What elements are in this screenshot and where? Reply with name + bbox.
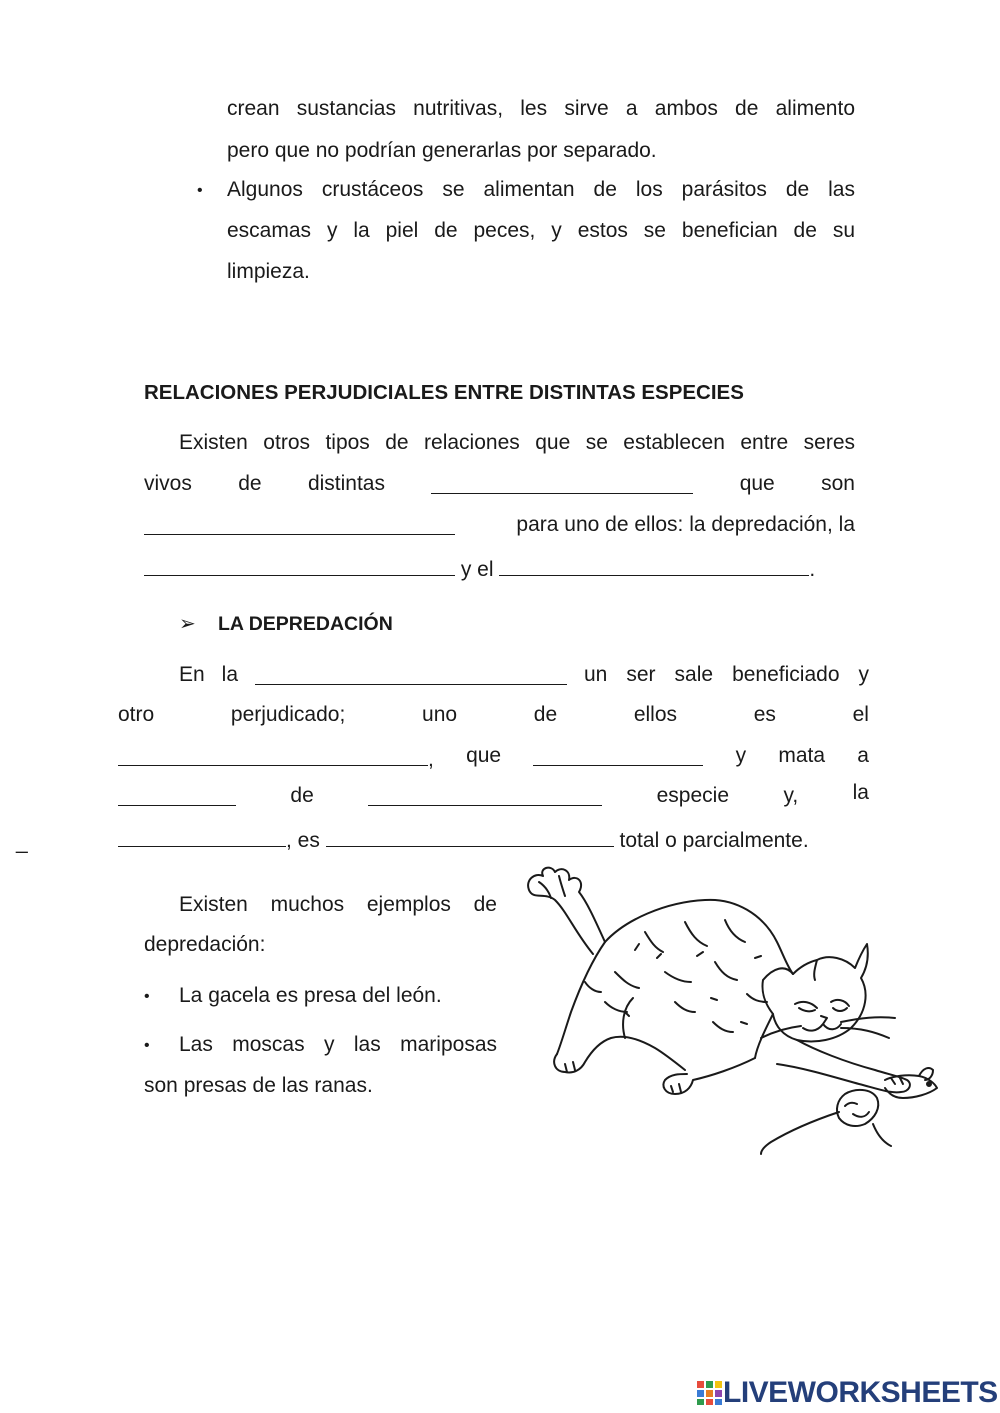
- bullet-icon: •: [144, 1037, 150, 1054]
- word: ellos: [633, 703, 678, 726]
- word: otro: [118, 703, 155, 726]
- section-heading: RELACIONES PERJUDICIALES ENTRE DISTINTAS ESPECIES: [144, 381, 744, 404]
- word: a: [857, 744, 869, 767]
- bullet-icon: •: [197, 182, 203, 199]
- bullet2-line-2: escamas y la piel de peces, y estos se benefician de su: [227, 219, 855, 242]
- blank-otro-input[interactable]: [118, 783, 236, 806]
- word: ,: [428, 748, 434, 771]
- word: de: [533, 703, 558, 726]
- word: En: [179, 663, 205, 686]
- word: la: [221, 663, 239, 686]
- word: que: [466, 744, 502, 767]
- word: son: [821, 472, 855, 495]
- word: perjudicado;: [230, 703, 346, 726]
- stray-mark: _: [16, 831, 28, 854]
- example-item-2-line-2: son presas de las ranas.: [144, 1074, 373, 1097]
- word: es: [753, 703, 776, 726]
- blank-depredacion-input[interactable]: [255, 662, 567, 685]
- blank-caza-input[interactable]: [533, 743, 703, 766]
- blank-perjudiciales-input[interactable]: [144, 512, 455, 535]
- bullet2-line-1: Algunos crustáceos se alimentan de los parásitos de las: [227, 178, 855, 201]
- word: total o parcialmente.: [619, 829, 809, 852]
- word: y el: [460, 558, 494, 581]
- arrow-bullet-icon: ➢: [179, 613, 196, 635]
- cat-catching-mouse-icon: [515, 862, 945, 1162]
- word: para uno de ellos: la depredación, la: [516, 513, 855, 536]
- word: uno: [422, 703, 458, 726]
- word: que: [739, 472, 775, 495]
- depredacion-heading: LA DEPREDACIÓN: [218, 613, 393, 635]
- examples-line-1: Existen muchos ejemplos de: [179, 893, 497, 916]
- bullet2-line-3: limpieza.: [227, 260, 310, 283]
- word: de: [238, 472, 262, 495]
- word: la: [852, 781, 869, 804]
- word: distintas: [307, 472, 385, 495]
- word: el: [852, 703, 869, 726]
- blank-comida-input[interactable]: [326, 824, 614, 847]
- example-item-1: La gacela es presa del león.: [179, 984, 442, 1007]
- section-p-line-1: Existen otros tipos de relaciones que se establecen entre seres: [179, 431, 855, 454]
- blank-especies-input[interactable]: [431, 471, 693, 494]
- word: especie: [656, 784, 730, 807]
- dep-line-5: [118, 824, 809, 854]
- word: , es: [286, 829, 320, 852]
- intro-line-2: pero que no podrían generarlas por separado.: [227, 139, 657, 162]
- word: vivos: [144, 472, 192, 495]
- word: mata: [778, 744, 826, 767]
- section-p-line-2: [144, 471, 855, 497]
- liveworksheets-logo-icon: [697, 1381, 723, 1405]
- blank-distinta-input[interactable]: [368, 783, 602, 806]
- word: y: [735, 744, 747, 767]
- word: .: [809, 558, 816, 581]
- dep-line-3: [118, 743, 869, 773]
- bullet-icon: •: [144, 988, 150, 1005]
- examples-line-2: depredación:: [144, 933, 266, 956]
- blank-parasitismo-input[interactable]: [144, 553, 455, 576]
- brand-text: LIVEWORKSHEETS: [723, 1376, 998, 1409]
- blank-depredador-input[interactable]: [118, 743, 428, 766]
- intro-text: crean sustancias nutritivas, les sirve a ambos de alimento: [227, 97, 855, 120]
- word: de: [290, 784, 314, 807]
- section-p-line-3: [144, 512, 855, 538]
- dep-line-4: [118, 783, 869, 809]
- blank-presa-input[interactable]: [118, 824, 286, 847]
- dep-line-1: [179, 662, 869, 688]
- example-item-2-line-1: Las moscas y las mariposas: [179, 1033, 497, 1056]
- intro-line-1: [227, 96, 855, 122]
- dep-line-2: [118, 702, 869, 728]
- word: y,: [783, 784, 799, 807]
- blank-competencia-input[interactable]: [499, 553, 809, 576]
- liveworksheets-logo: [697, 1376, 998, 1410]
- word: un ser sale beneficiado y: [584, 663, 869, 686]
- section-p-line-4: [144, 553, 815, 583]
